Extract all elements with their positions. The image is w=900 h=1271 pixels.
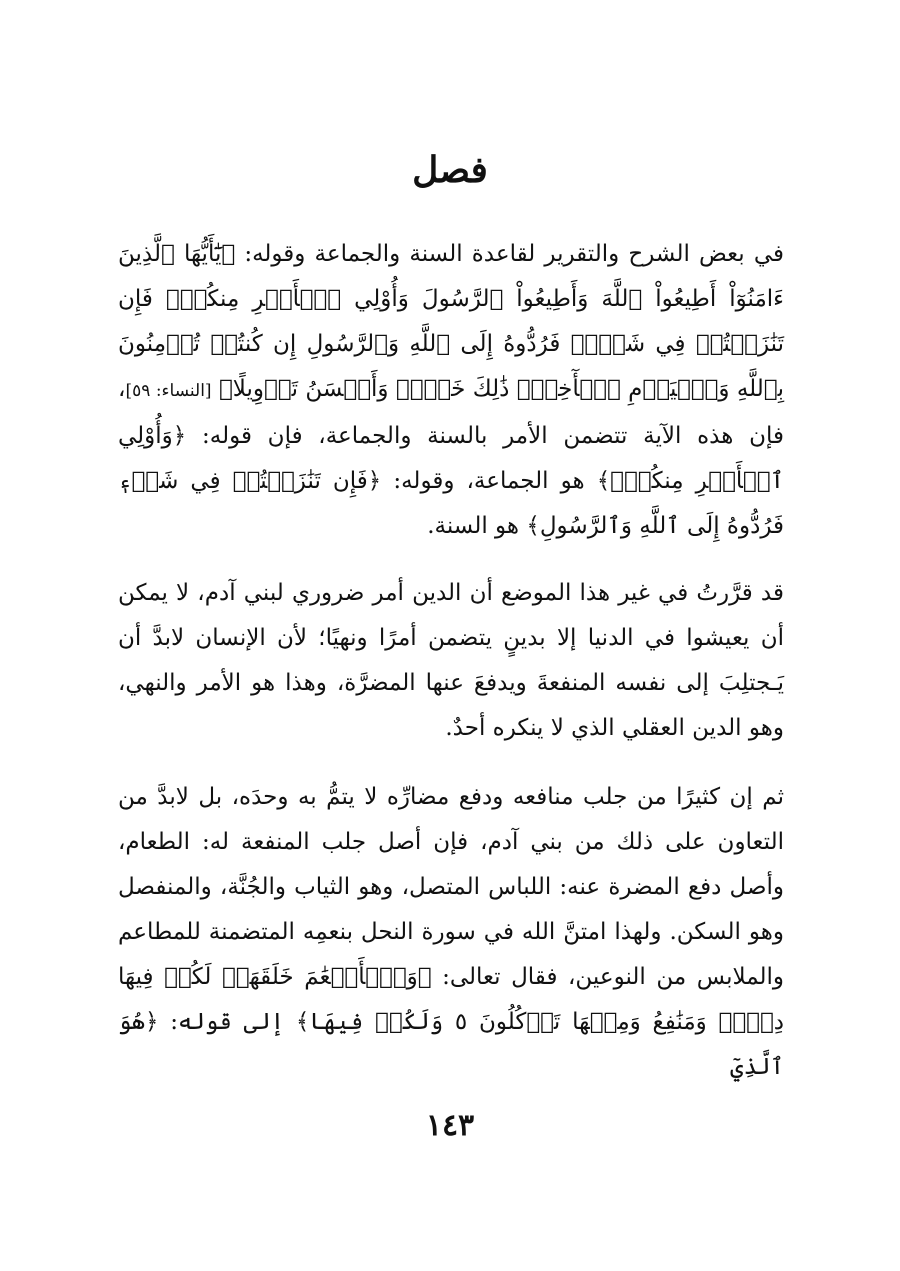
paragraph-1-text-b: ، فإن هذه الآية تتضمن الأمر بالسنة والجماعة، فإن قوله: <box>118 376 784 449</box>
quran-verse-2: ﴿وَأُوْلِي ٱلۡأَمۡرِ مِنكُمۡۖ﴾ <box>118 423 784 494</box>
quran-verse-3: ﴿فَإِن تَنَٰزَعۡتُمۡ فِي شَيۡءٖ فَرُدُّوهُ إِلَى ٱللَّهِ وَٱلرَّسُولِ﴾ <box>118 468 784 539</box>
paragraph-3-text-a: ثم إن كثيرًا من جلب منافعه ودفع مضارِّه لا يتمُّ به وحدَه، بل لابدَّ من التعاون على ذلك من بني آدم، فإن أصل جلب المنفعة له: الطعام، وأصل دفع المضرة عنه: اللباس المتصل، وهو الثياب والجُنَّة، والمنفصل وهو السكن. ولهذا امتنَّ الله في سورة النحل بنعمِه المتضمنة للمطاعم والملابس من النوعين، فقال تعالى: <box>118 784 785 990</box>
verse-reference: [النساء: ٥٩] <box>125 381 212 401</box>
quran-verse-4: ﴿وَٱلۡأَنۡعَٰمَ خَلَقَهَاۖ لَكُمۡ فِيهَا دِفۡءٞ وَمَنَٰفِعُ وَمِنۡهَا تَأۡكُلُونَ ٥ وَلَكُمۡ فِيهَا﴾ <box>118 964 784 1035</box>
paragraph-1 <box>118 232 784 549</box>
paragraph-1-intro: في بعض الشرح والتقرير لقاعدة السنة والجماعة وقوله: <box>235 241 784 267</box>
section-title: فصل <box>412 149 488 191</box>
paragraph-2: قد قرَّرتُ في غير هذا الموضع أن الدين أمر ضروري لبني آدم، لا يمكن أن يعيشوا في الدنيا إلا بدينٍ يتضمن أمرًا ونهيًا؛ لأن الإنسان لابدَّ أن يَـجتلِبَ إلى نفسه المنفعةَ ويدفعَ عنها المضرَّة، وهذا هو الأمر والنهي، وهو الدين العقلي الذي لا ينكره أحدٌ. <box>118 580 784 741</box>
paragraph-1-text-d: هو السنة. <box>427 513 527 539</box>
quran-verse-5: ﴿هُوَ ٱلَّذِيٓ <box>118 1009 784 1080</box>
body-text <box>118 232 784 1114</box>
paragraph-3 <box>118 775 784 1090</box>
page-number: ١٤٣ <box>425 1108 475 1143</box>
paragraph-3-text-b: إلى قوله: <box>158 1009 296 1035</box>
quran-verse-1: ﴿يَٰٓأَيُّهَا ٱلَّذِينَ ءَامَنُوٓاْ أَطِيعُواْ ٱللَّهَ وَأَطِيعُواْ ٱلرَّسُولَ وَأُوْلِي ٱلۡأَمۡرِ مِنكُمۡۖ فَإِن تَنَٰزَعۡتُمۡ فِي شَيۡءٖ فَرُدُّوهُ إِلَى ٱللَّهِ وَٱلرَّسُولِ إِن كُنتُمۡ تُؤۡمِنُونَ بِٱللَّهِ وَٱلۡيَوۡمِ ٱلۡأٓخِرِۚ ذَٰلِكَ خَيۡرٞ وَأَحۡسَنُ تَأۡوِيلًا﴾ <box>118 241 784 402</box>
paragraph-1-text-c: هو الجماعة، وقوله: <box>381 468 597 494</box>
